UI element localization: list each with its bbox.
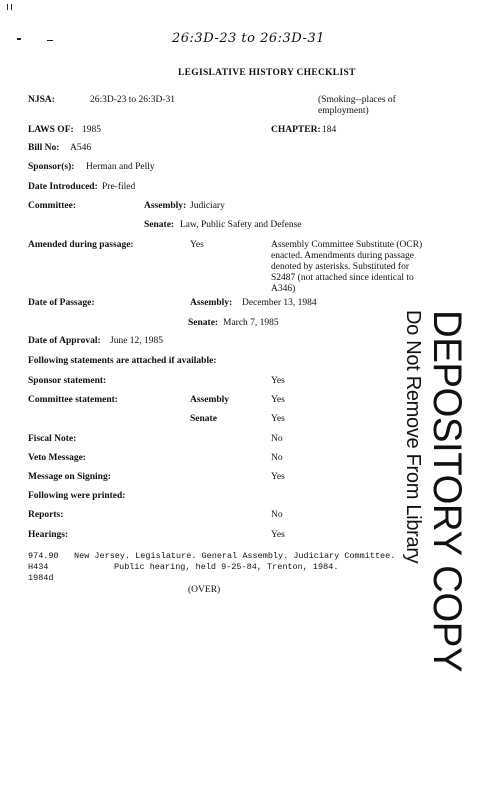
hearings-label: Hearings:: [28, 530, 69, 540]
fiscal-note-value: No: [271, 434, 283, 444]
committee-senate-value: Law, Public Safety and Defense: [180, 220, 302, 230]
scan-mark-2: [11, 4, 12, 10]
sponsors-label: Sponsor(s):: [28, 162, 75, 172]
committee-statement-senate-label: Senate: [190, 414, 217, 424]
call-number-2: H434: [28, 562, 49, 572]
following-attached-heading: Following statements are attached if available:: [28, 356, 217, 366]
passage-assembly-label: Assembly:: [190, 298, 233, 308]
committee-statement-senate-value: Yes: [271, 414, 285, 424]
scan-mark-1: [7, 4, 8, 10]
over-marker: (OVER): [188, 585, 221, 595]
amended-label: Amended during passage:: [28, 240, 134, 250]
citation-line-2: Public hearing, held 9-25-84, Trenton, 1984.: [114, 562, 339, 572]
date-of-passage-label: Date of Passage:: [28, 298, 95, 308]
reports-label: Reports:: [28, 510, 64, 520]
sponsors-value: Herman and Pelly: [86, 162, 155, 172]
laws-of-label: LAWS OF:: [28, 125, 74, 135]
njsa-note: (Smoking--places of employment): [318, 95, 396, 116]
committee-statement-assembly-label: Assembly: [190, 395, 230, 405]
veto-message-label: Veto Message:: [28, 453, 86, 463]
scan-mark-4: [47, 40, 53, 41]
scan-mark-3: [17, 38, 21, 40]
message-on-signing-label: Message on Signing:: [28, 472, 111, 482]
message-on-signing-value: Yes: [271, 472, 285, 482]
page-title: LEGISLATIVE HISTORY CHECKLIST: [178, 68, 356, 78]
date-introduced-value: Pre-filed: [102, 182, 136, 192]
committee-statement-assembly-value: Yes: [271, 395, 285, 405]
call-number-1: 974.90: [28, 551, 59, 561]
passage-senate-value: March 7, 1985: [223, 318, 279, 328]
fiscal-note-label: Fiscal Note:: [28, 434, 77, 444]
date-of-approval-value: June 12, 1985: [110, 336, 164, 346]
njsa-value: 26:3D-23 to 26:3D-31: [90, 95, 175, 105]
chapter-label: CHAPTER:: [271, 125, 321, 135]
committee-statement-label: Committee statement:: [28, 395, 118, 405]
veto-message-value: No: [271, 453, 283, 463]
chapter-value: 184: [322, 125, 337, 135]
stamp-line-2: Do Not Remove From Library: [402, 310, 424, 564]
committee-label: Committee:: [28, 201, 77, 211]
hearings-value: Yes: [271, 530, 285, 540]
depository-stamp: [400, 310, 468, 687]
amended-note: Assembly Committee Substitute (OCR) enacted. Amendments during passage denoted by asterisks. Substituted for S2487 (not attached since identical to A346): [271, 240, 423, 294]
sponsor-statement-label: Sponsor statement:: [28, 376, 107, 386]
reports-value: No: [271, 510, 283, 520]
laws-of-value: 1985: [82, 125, 101, 135]
date-introduced-label: Date Introduced:: [28, 182, 98, 192]
stamp-line-1: DEPOSITORY COPY: [425, 310, 469, 672]
passage-assembly-value: December 13, 1984: [242, 298, 317, 308]
amended-value: Yes: [190, 240, 204, 250]
njsa-label: NJSA:: [28, 95, 55, 105]
bill-no-value: A546: [70, 143, 92, 153]
following-printed-heading: Following were printed:: [28, 491, 126, 501]
citation-line-1: New Jersey. Legislature. General Assembly. Judiciary Committee.: [74, 551, 396, 561]
bill-no-label: Bill No:: [28, 143, 60, 153]
passage-senate-label: Senate:: [188, 318, 219, 328]
call-number-3: 1984d: [28, 573, 54, 583]
date-of-approval-label: Date of Approval:: [28, 336, 101, 346]
handwritten-reference: 26:3D-23 to 26:3D-31: [172, 31, 325, 46]
committee-assembly-value: Judiciary: [190, 201, 225, 211]
committee-senate-label: Senate:: [144, 220, 175, 230]
sponsor-statement-value: Yes: [271, 376, 285, 386]
committee-assembly-label: Assembly:: [144, 201, 187, 211]
